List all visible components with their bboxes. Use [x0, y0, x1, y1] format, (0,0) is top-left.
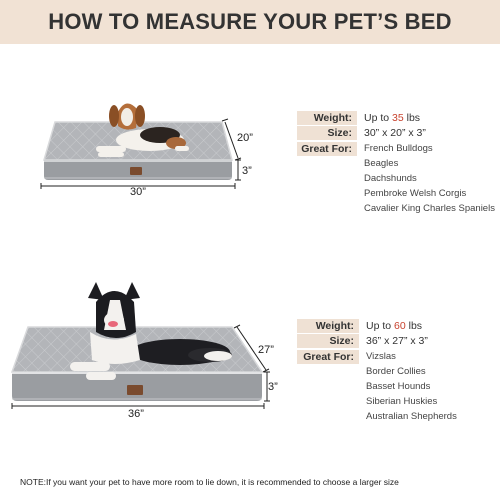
weight-value [366, 319, 422, 333]
large-bed-specs [297, 319, 497, 429]
weight-value [364, 111, 420, 125]
breed-item: Border Collies [366, 366, 426, 377]
breed-item: Australian Shepherds [366, 411, 457, 422]
brand-label-icon [127, 385, 143, 395]
breed-item: Pembroke Welsh Corgis [364, 188, 467, 199]
great-for-label: Great For: [297, 142, 357, 156]
great-for-label: Great For: [297, 350, 359, 364]
breed-item: Basset Hounds [366, 381, 431, 392]
page-title: HOW TO MEASURE YOUR PET’S BED [48, 9, 452, 34]
weight-number: 35 [392, 112, 404, 124]
weight-number: 60 [394, 320, 406, 332]
weight-unit: lbs [405, 320, 423, 332]
weight-label: Weight: [297, 319, 359, 333]
breed-item: Cavalier King Charles Spaniels [364, 203, 495, 214]
size-label: Size: [297, 334, 359, 348]
large-bed-width-label: 27” [258, 344, 274, 356]
large-bed-length-label: 36” [128, 408, 144, 420]
breed-item: Siberian Huskies [366, 396, 438, 407]
brand-label-icon [130, 167, 142, 175]
small-bed-height-label: 3” [242, 165, 252, 177]
breed-item: Vizslas [366, 351, 396, 362]
large-bed-height-label: 3” [268, 381, 278, 393]
weight-label: Weight: [297, 111, 357, 125]
breed-item: Dachshunds [364, 173, 417, 184]
weight-unit: lbs [403, 112, 421, 124]
footer-note: NOTE:If you want your pet to have more room to lie down, it is recommended to choose a larger size [20, 477, 399, 487]
small-bed-length-label: 30” [130, 186, 146, 198]
size-label: Size: [297, 126, 357, 140]
small-bed-specs [297, 111, 497, 221]
breed-item: French Bulldogs [364, 143, 433, 154]
large-bed-image [12, 327, 262, 401]
size-value: 30” x 20” x 3” [364, 127, 426, 139]
size-value: 36” x 27” x 3” [366, 335, 428, 347]
weight-prefix: Up to [366, 320, 395, 332]
weight-prefix: Up to [364, 112, 393, 124]
breed-item: Beagles [364, 158, 399, 169]
small-bed-width-label: 20” [237, 132, 253, 144]
